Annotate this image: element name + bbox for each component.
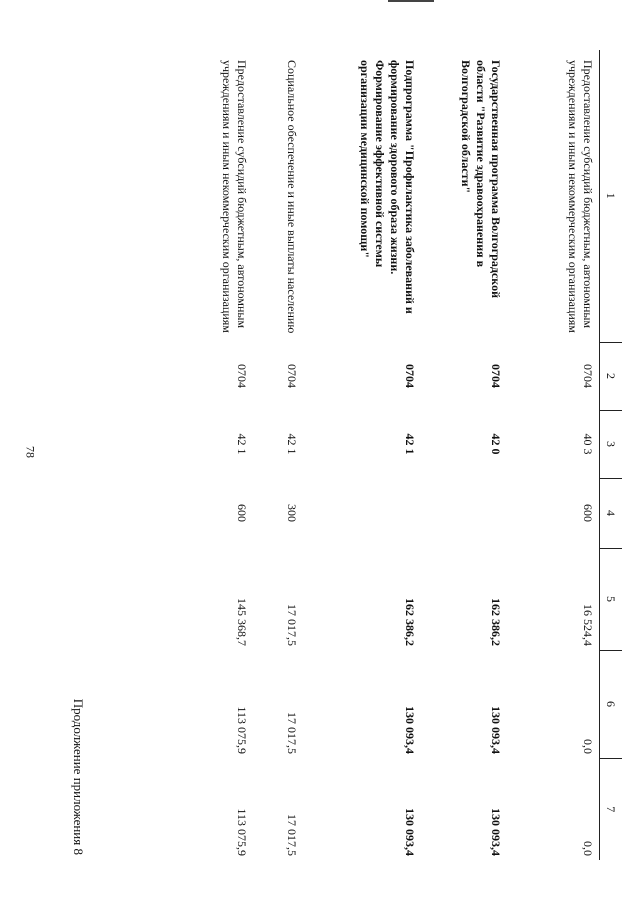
section-code: 0704 <box>235 364 250 388</box>
table-row <box>304 50 422 860</box>
amount-col5: 16 524,4 <box>581 604 595 646</box>
amount-col6: 113 075,9 <box>235 706 250 754</box>
target-article: 42 1 <box>285 433 300 455</box>
column-header: 7 <box>600 758 623 860</box>
row-description: Государственная программа Волгоградской области "Развитие здравоохранения в Волгоградской области" <box>459 60 504 298</box>
row-description: Предоставление субсидий бюджетным, автономным учреждениям и иным некоммерческим организациям <box>566 60 595 333</box>
expense-type <box>304 478 422 548</box>
amount-col6: 17 017,5 <box>285 712 300 754</box>
table-row <box>508 50 600 860</box>
section-code: 0704 <box>489 364 504 388</box>
row-description: Социальное обеспечение и иные выплаты населению <box>285 60 300 334</box>
expense-type <box>422 478 508 548</box>
target-article: 42 1 <box>403 433 418 455</box>
amount-col6: 130 093,4 <box>489 706 504 754</box>
page-number: 78 <box>23 446 38 458</box>
amount-col5: 17 017,5 <box>285 604 300 646</box>
amount-col7: 113 075,9 <box>235 808 250 856</box>
table-row <box>254 50 304 860</box>
expense-type: 600 <box>581 504 595 522</box>
amount-col5: 162 386,2 <box>489 598 504 646</box>
section-code: 0704 <box>581 364 595 388</box>
row-description: Подпрограмма "Профилактика заболеваний и формирование здорового образа жизни. Формирование эффективной системы организации медицинской помощи" <box>358 60 418 314</box>
target-article: 42 0 <box>489 433 504 455</box>
expense-type: 300 <box>285 504 300 522</box>
column-header: 5 <box>600 548 623 650</box>
target-article: 40 3 <box>581 433 595 455</box>
amount-col6: 130 093,4 <box>403 706 418 754</box>
amount-col5: 145 368,7 <box>235 598 250 646</box>
expense-type: 600 <box>235 504 250 522</box>
amount-col7: 130 093,4 <box>403 808 418 856</box>
section-code: 0704 <box>285 364 300 388</box>
target-article: 42 1 <box>235 433 250 455</box>
section-code: 0704 <box>403 364 418 388</box>
table-row <box>192 50 254 860</box>
amount-col7: 0,0 <box>581 841 595 856</box>
table-header-row <box>600 50 623 860</box>
column-header: 1 <box>600 50 623 342</box>
amount-col7: 130 093,4 <box>489 808 504 856</box>
appendix-continuation-title: Продолжение приложения 8 <box>71 698 86 855</box>
column-header: 4 <box>600 478 623 548</box>
amount-col5: 162 386,2 <box>403 598 418 646</box>
column-header: 3 <box>600 410 623 478</box>
table-row <box>422 50 508 860</box>
column-header: 6 <box>600 650 623 758</box>
row-description: Предоставление субсидий бюджетным, автономным учреждениям и иным некоммерческим организациям <box>220 60 250 333</box>
amount-col7: 17 017,5 <box>285 814 300 856</box>
column-header: 2 <box>600 342 623 410</box>
budget-table <box>192 50 623 860</box>
amount-col6: 0,0 <box>581 739 595 754</box>
